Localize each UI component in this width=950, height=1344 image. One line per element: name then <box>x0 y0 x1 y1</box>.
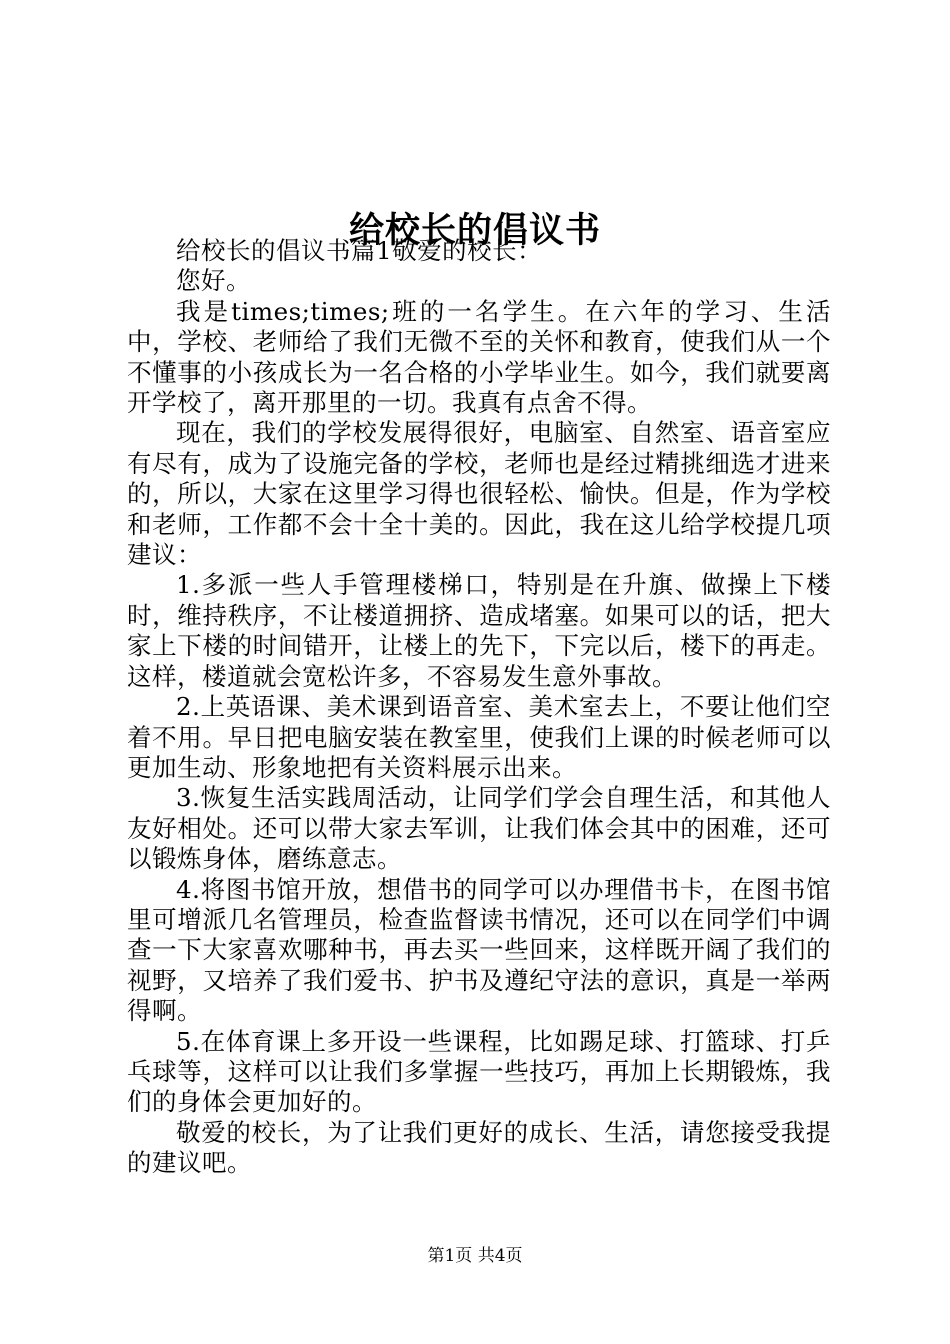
paragraph-suggestion-5: 5.在体育课上多开设一些课程，比如踢足球、打篮球、打乒乓球等，这样可以让我们多掌握一些技巧，再加上长期锻炼，我们的身体会更加好的。 <box>127 1026 831 1117</box>
paragraph-suggestion-3: 3.恢复生活实践周活动，让同学们学会自理生活，和其他人友好相处。还可以带大家去军训，让我们体会其中的困难，还可以锻炼身体，磨练意志。 <box>127 783 831 874</box>
paragraph-school-status: 现在，我们的学校发展得很好，电脑室、自然室、语音室应有尽有，成为了设施完备的学校，老师也是经过精挑细选才进来的，所以，大家在这里学习得也很轻松、愉快。但是，作为学校和老师，工作都不会十全十美的。因此，我在这儿给学校提几项建议： <box>127 418 831 570</box>
document-body <box>127 236 831 1179</box>
document-title: 给校长的倡议书 <box>348 210 601 252</box>
paragraph-suggestion-4: 4.将图书馆开放，想借书的同学可以办理借书卡，在图书馆里可增派几名管理员，检查监督读书情况，还可以在同学们中调查一下大家喜欢哪种书，再去买一些回来，这样既开阔了我们的视野，又培养了我们爱书、护书及遵纪守法的意识，真是一举两得啊。 <box>127 874 831 1026</box>
page-footer: 第1页 共4页 <box>427 1246 523 1266</box>
paragraph-greeting: 您好。 <box>176 266 251 296</box>
paragraph-suggestion-1: 1.多派一些人手管理楼梯口，特别是在升旗、做操上下楼时，维持秩序，不让楼道拥挤、造成堵塞。如果可以的话，把大家上下楼的时间错开，让楼上的先下，下完以后，楼下的再走。这样，楼道就会宽松许多，不容易发生意外事故。 <box>127 570 831 691</box>
paragraph-intro: 我是times;times;班的一名学生。在六年的学习、生活中，学校、老师给了我们无微不至的关怀和教育，使我们从一个不懂事的小孩成长为一名合格的小学毕业生。如今，我们就要离开学校了，离开那里的一切。我真有点舍不得。 <box>127 296 831 418</box>
paragraph-suggestion-2: 2.上英语课、美术课到语音室、美术室去上，不要让他们空着不用。早日把电脑安装在教室里，使我们上课的时候老师可以更加生动、形象地把有关资料展示出来。 <box>127 692 831 782</box>
paragraph-heading: 给校长的倡议书篇1敬爱的校长： <box>176 236 543 265</box>
paragraph-closing: 敬爱的校长，为了让我们更好的成长、生活，请您接受我提的建议吧。 <box>127 1117 831 1178</box>
